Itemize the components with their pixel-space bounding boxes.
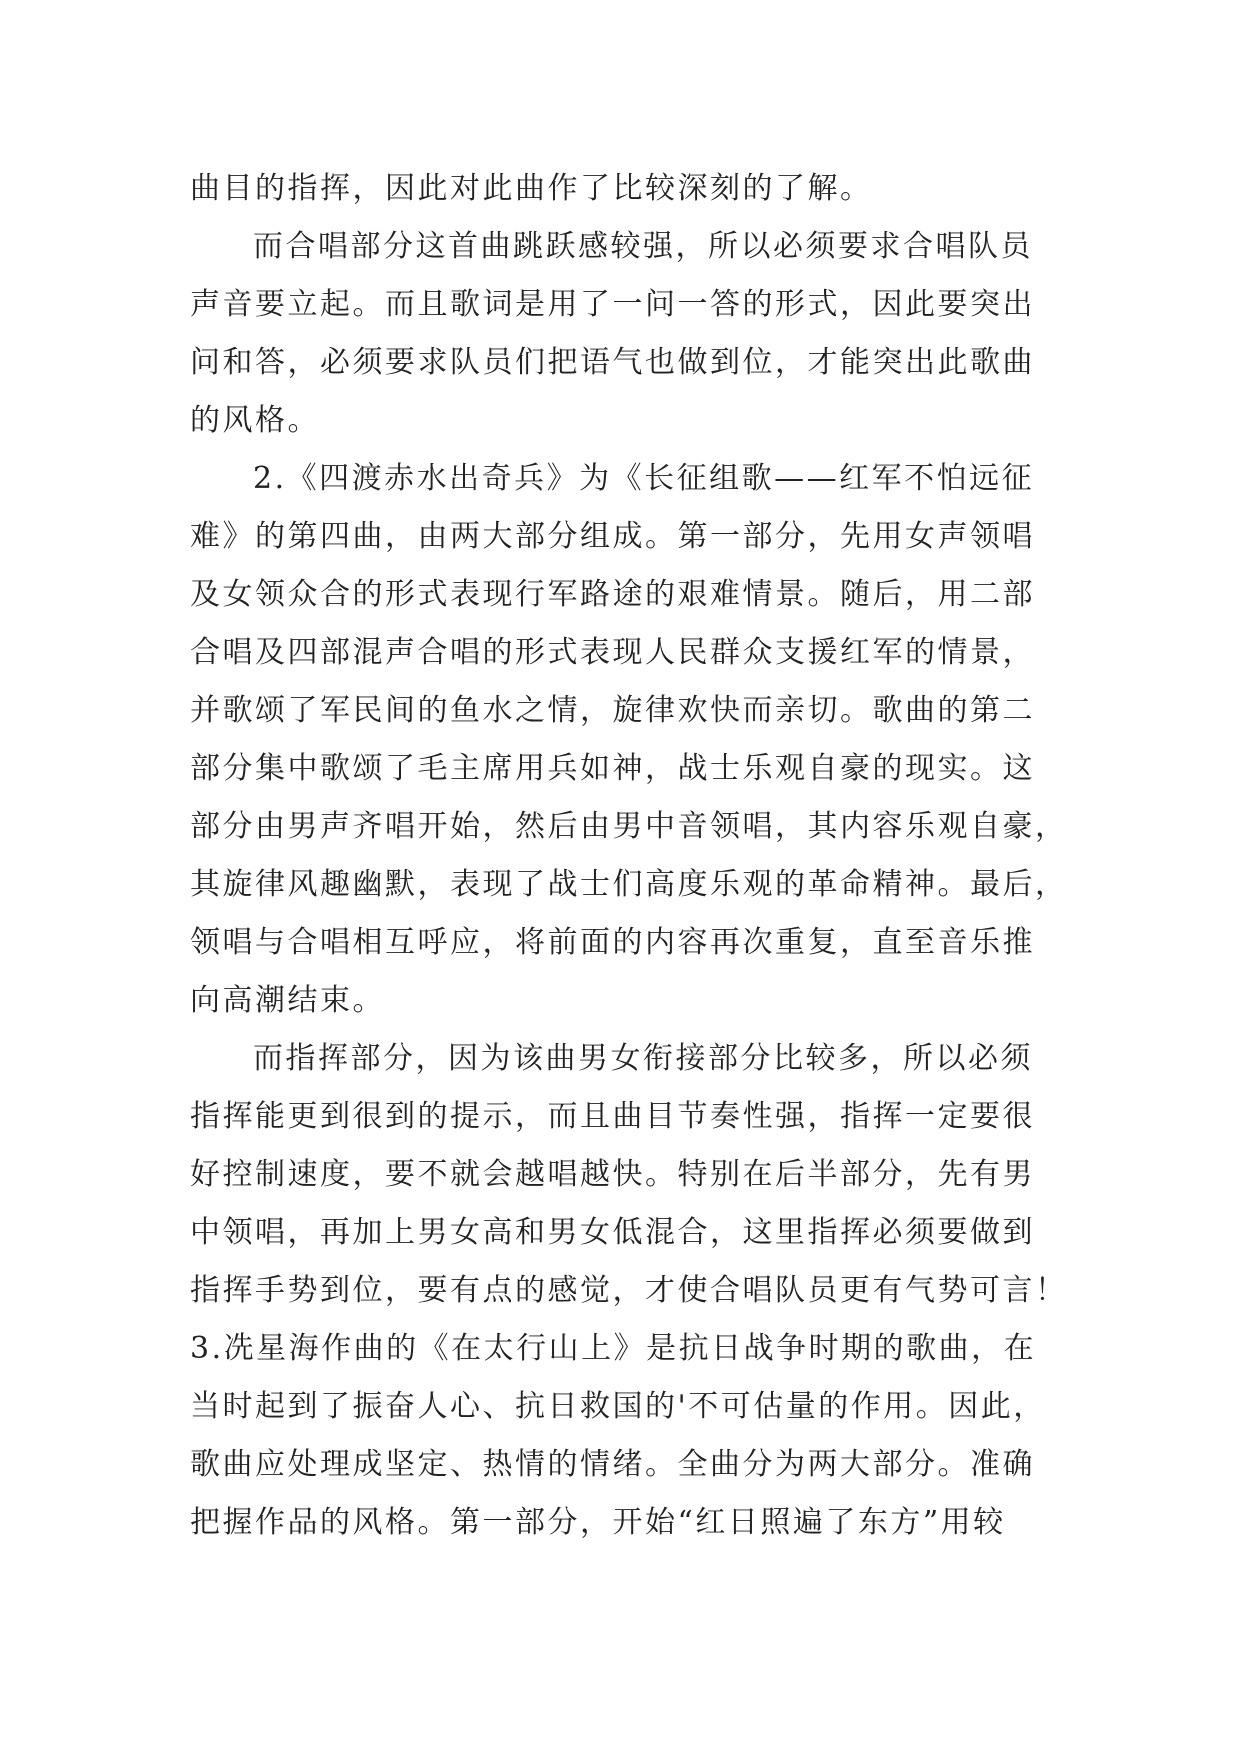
text-line: 其旋律风趣幽默，表现了战士们高度乐观的革命精神。最后， <box>190 867 1068 902</box>
text-line: 2.《四渡赤水出奇兵》为《长征组歌——红军不怕远征 <box>253 461 1035 496</box>
text-line: 好控制速度，要不就会越唱越快。特别在后半部分，先有男 <box>190 1157 1035 1192</box>
text-line: 声音要立起。而且歌词是用了一问一答的形式，因此要突出 <box>190 287 1035 322</box>
text-line: 向高潮结束。 <box>190 983 385 1018</box>
document-body <box>190 160 1068 1552</box>
text-line: 而指挥部分，因为该曲男女衔接部分比较多，所以必须 <box>253 1041 1033 1076</box>
text-line: 曲目的指挥，因此对此曲作了比较深刻的了解。 <box>190 171 873 206</box>
text-line: 歌曲应处理成坚定、热情的情绪。全曲分为两大部分。准确 <box>190 1447 1035 1482</box>
text-line: 及女领众合的形式表现行军路途的艰难情景。随后，用二部 <box>190 577 1035 612</box>
text-line: 当时起到了振奋人心、抗日救国的'不可估量的作用。因此， <box>190 1389 1046 1424</box>
text-line: 并歌颂了军民间的鱼水之情，旋律欢快而亲切。歌曲的第二 <box>190 693 1035 728</box>
text-line: 合唱及四部混声合唱的形式表现人民群众支援红军的情景， <box>190 635 1035 670</box>
text-line: 领唱与合唱相互呼应，将前面的内容再次重复，直至音乐推 <box>190 925 1035 960</box>
text-line: 而合唱部分这首曲跳跃感较强，所以必须要求合唱队员 <box>253 229 1033 264</box>
text-line: 3.冼星海作曲的《在太行山上》是抗日战争时期的歌曲，在 <box>190 1331 1037 1366</box>
text-line: 部分集中歌颂了毛主席用兵如神，战士乐观自豪的现实。这 <box>190 751 1035 786</box>
text-line: 指挥能更到很到的提示，而且曲目节奏性强，指挥一定要很 <box>190 1099 1035 1134</box>
text-line: 把握作品的风格。第一部分，开始“红日照遍了东方”用较 <box>190 1505 1006 1540</box>
text-line: 中领唱，再加上男女高和男女低混合，这里指挥必须要做到 <box>190 1215 1035 1250</box>
text-line: 难》的第四曲，由两大部分组成。第一部分，先用女声领唱 <box>190 519 1035 554</box>
text-line: 指挥手势到位，要有点的感觉，才使合唱队员更有气势可言！ <box>190 1273 1068 1308</box>
text-line: 问和答，必须要求队员们把语气也做到位，才能突出此歌曲 <box>190 345 1035 380</box>
text-line: 的风格。 <box>190 403 320 438</box>
text-line: 部分由男声齐唱开始，然后由男中音领唱，其内容乐观自豪， <box>190 809 1068 844</box>
